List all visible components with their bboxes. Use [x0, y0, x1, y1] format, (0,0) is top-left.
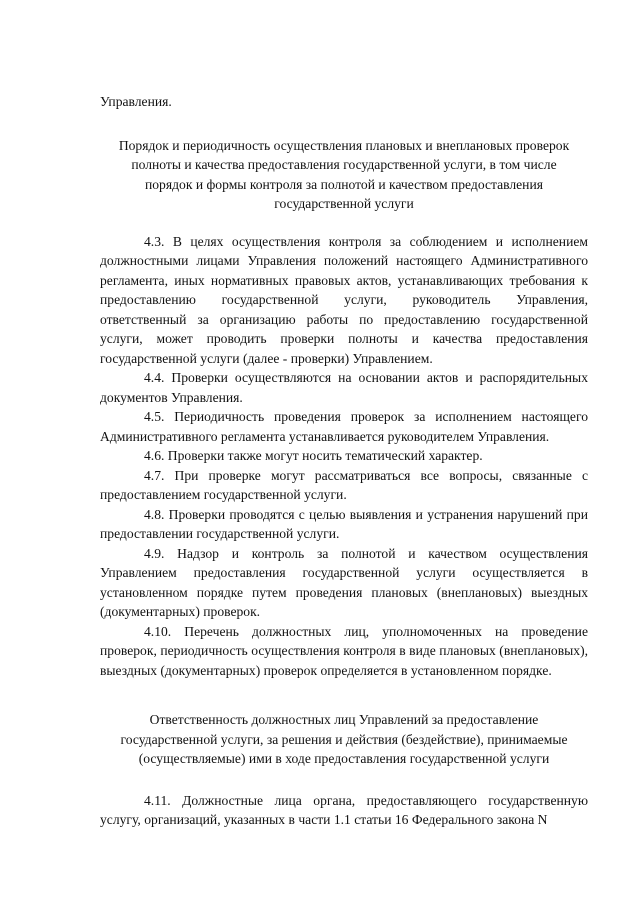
paragraph-4-9: 4.9. Надзор и контроль за полнотой и качеством осуществления Управлением предоставления государственной услуги осуществляется в установленном порядке путем проведения плановых (внеплановых) выездных (документарных) проверок.	[100, 545, 588, 619]
paragraph-4-6: 4.6. Проверки также могут носить тематический характер.	[144, 448, 483, 463]
paragraph-4-3: 4.3. В целях осуществления контроля за соблюдением и исполнением должностными лицами Управления положений настоящего Административного регламента, иных нормативных правовых актов, устанавливающих требования к предоставлению государственной услуги, руководитель Управления, ответственный за организацию работы по предоставлению государственной услуги, может проводить проверки полноты и качества предоставления государственной услуги (далее - проверки) Управлением.	[100, 233, 588, 366]
paragraph-4-11: 4.11. Должностные лица органа, предоставляющего государственную услугу, организаций, указанных в части 1.1 статьи 16 Федерального закона N	[100, 792, 588, 827]
paragraph-4-7: 4.7. При проверке могут рассматриваться все вопросы, связанные с предоставлением государственной услуги.	[100, 467, 588, 502]
continuation-text: Управления.	[100, 94, 172, 109]
paragraph-4-5: 4.5. Периодичность проведения проверок за исполнением настоящего Административного регламента устанавливается руководителем Управления.	[100, 409, 588, 444]
section-heading-inspections: Порядок и периодичность осуществления плановых и внеплановых проверок полноты и качества предоставления государственной услуги, в том числе порядок и формы контроля за полнотой и качеством предоставления государственной услуги	[118, 137, 570, 211]
paragraph-4-10: 4.10. Перечень должностных лиц, уполномоченных на проведение проверок, периодичность осуществления контроля в виде плановых (внеплановых), выездных (документарных) проверок определяется в установленном порядке.	[100, 623, 588, 678]
document-body	[100, 92, 588, 830]
paragraph-4-4: 4.4. Проверки осуществляются на основании актов и распорядительных документов Управления.	[100, 370, 588, 405]
section-heading-responsibility: Ответственность должностных лиц Управлений за предоставление государственной услуги, за решения и действия (бездействие), принимаемые (осуществляемые) ими в ходе предоставления государственной услуги	[120, 712, 568, 766]
paragraph-4-8: 4.8. Проверки проводятся с целью выявления и устранения нарушений при предоставлении государственной услуги.	[100, 506, 588, 541]
